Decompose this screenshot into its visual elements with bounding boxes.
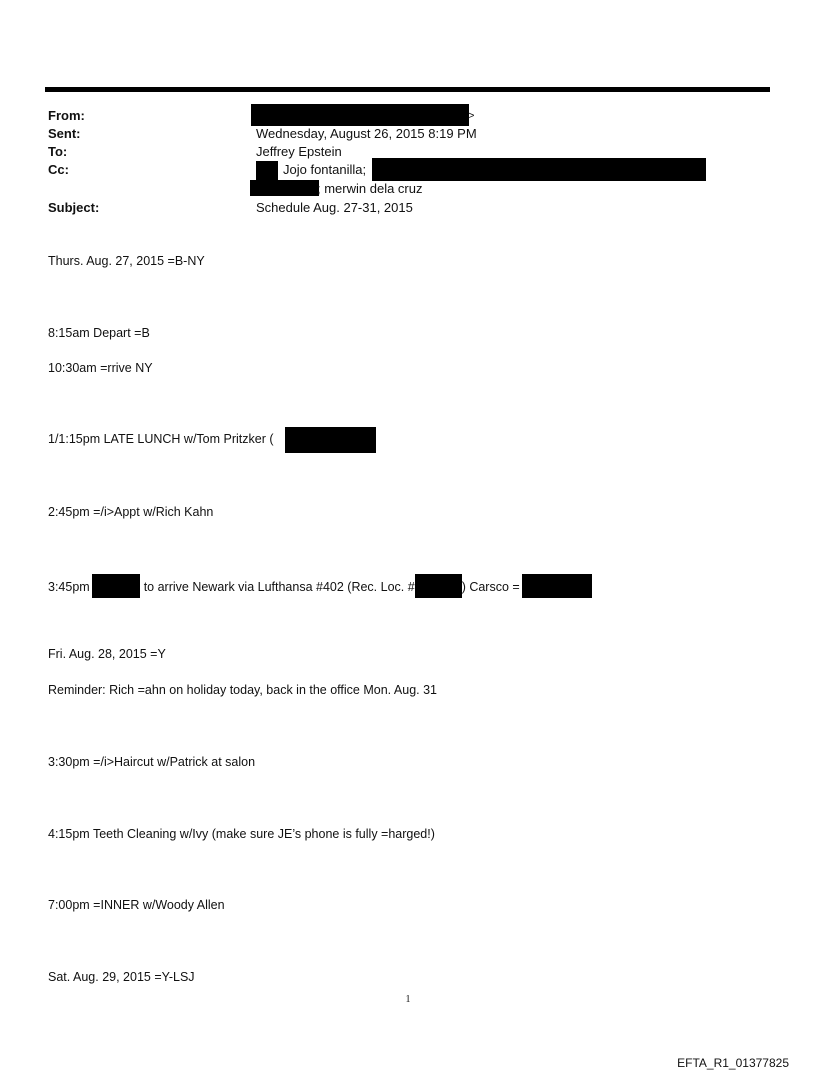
line-friday-heading: Fri. Aug. 28, 2015 =Y — [48, 647, 166, 661]
page-number: 1 — [405, 994, 411, 1005]
line-appt: 2:45pm =/i>Appt w/Rich Kahn — [48, 505, 214, 519]
flight-carsco: ) Carsco = — [461, 580, 520, 594]
to-label: To: — [48, 144, 68, 159]
line-depart: 8:15am Depart =B — [48, 326, 150, 340]
line-thursday-heading: Thurs. Aug. 27, 2015 =B-NY — [48, 254, 205, 268]
flight-time: 3:45pm — [48, 580, 90, 594]
line-arrive: 10:30am =rrive NY — [48, 361, 153, 375]
from-label: From: — [48, 108, 85, 123]
redaction-from — [251, 104, 469, 126]
line-haircut: 3:30pm =/i>Haircut w/Patrick at salon — [48, 755, 256, 769]
subject-value: Schedule Aug. 27-31, 2015 — [256, 200, 413, 215]
line-dinner: 7:00pm =INNER w/Woody Allen — [48, 898, 225, 912]
line-reminder: Reminder: Rich =ahn on holiday today, back in the office Mon. Aug. 31 — [48, 683, 438, 697]
late-lunch-text: 1/1:15pm LATE LUNCH w/Tom Pritzker — [48, 432, 266, 446]
cc-label: Cc: — [48, 162, 69, 177]
line-saturday-heading: Sat. Aug. 29, 2015 =Y-LSJ — [48, 970, 195, 984]
cc-line2: ; merwin dela cruz — [317, 181, 423, 196]
redaction-lunch — [285, 427, 376, 453]
sent-label: Sent: — [48, 126, 81, 141]
redaction-flight-1 — [92, 574, 140, 598]
flight-text: to arrive Newark via Lufthansa #402 (Rec. Loc. # — [143, 580, 415, 594]
line-teeth-cleaning: 4:15pm Teeth Cleaning w/Ivy (make sure JE’s phone is fully =harged!) — [48, 827, 435, 841]
to-value: Jeffrey Epstein — [256, 144, 342, 159]
redaction-cc-2 — [372, 158, 706, 181]
subject-label: Subject: — [48, 200, 100, 215]
redaction-cc-3 — [250, 180, 319, 196]
line-late-lunch — [48, 430, 274, 448]
line-flight — [48, 574, 592, 598]
late-lunch-paren: ( — [269, 432, 274, 446]
redaction-flight-2 — [415, 574, 462, 598]
bates-number: EFTA_R1_01377825 — [677, 1056, 789, 1070]
redaction-flight-3 — [522, 574, 592, 598]
redaction-cc-1 — [256, 161, 278, 181]
from-suffix: > — [468, 110, 475, 122]
sent-value: Wednesday, August 26, 2015 8:19 PM — [256, 126, 477, 141]
cc-line1: Jojo fontanilla; — [283, 162, 367, 177]
header-rule — [45, 87, 770, 92]
